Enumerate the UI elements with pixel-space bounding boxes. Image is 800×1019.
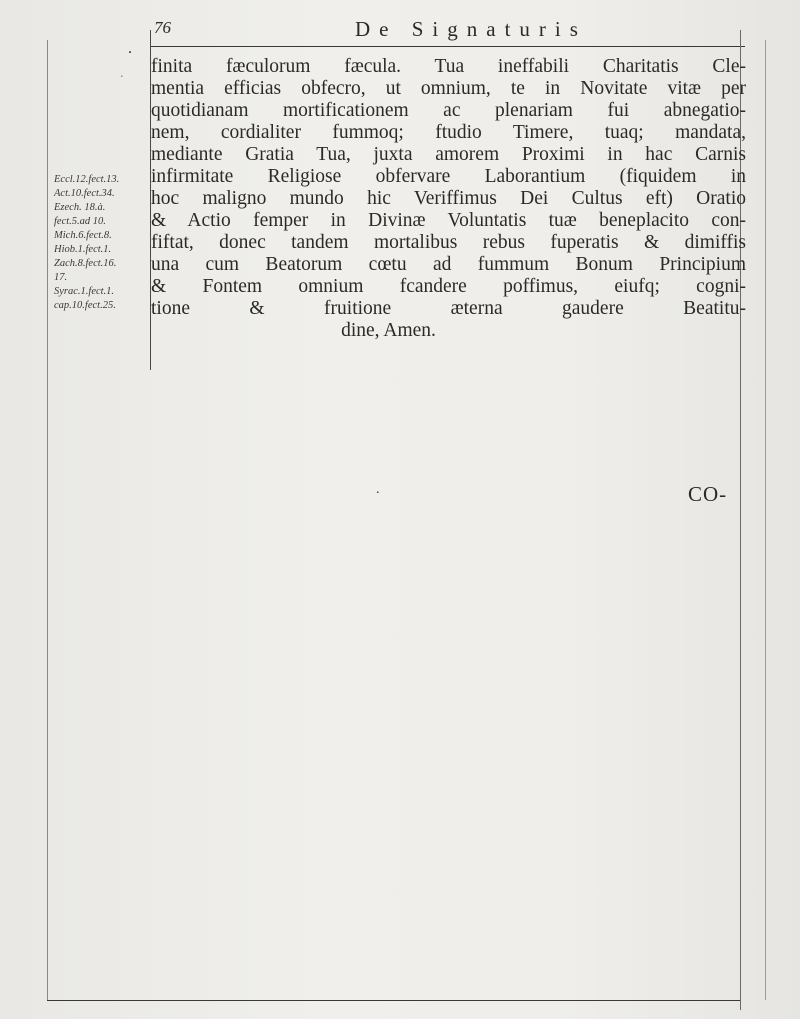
margin-note: cap.10.fect.25. (54, 300, 116, 311)
bottom-rule (47, 1000, 740, 1001)
text-line: dine, Amen. (341, 320, 436, 341)
text-line: fiftat, donec tandem mortalibus rebus fuperatis & dimiffis (151, 232, 746, 253)
margin-note: Act.10.fect.34. (54, 188, 115, 199)
outer-left-rule (47, 40, 48, 1000)
page-edge (765, 40, 766, 1000)
text-line: tione & fruitione æterna gaudere Beatitu- (151, 298, 746, 319)
text-line: una cum Beatorum cœtu ad fummum Bonum Principium (151, 254, 746, 275)
main-text (151, 56, 746, 342)
running-head: De Signaturis (355, 17, 587, 41)
text-line: mentia efficias obfecro, ut omnium, te in Novitate vitæ per (151, 78, 746, 99)
margin-note: Eccl.12.fect.13. (54, 174, 120, 185)
margin-note: fect.5.ad 10. (54, 216, 106, 227)
ornament-dot: . (376, 482, 380, 497)
text-line: finita fæculorum fæcula. Tua ineffabili Charitatis Cle- (151, 56, 746, 77)
page-number: 76 (154, 18, 171, 37)
text-line: quotidianam mortificationem ac plenariam fui abnegatio- (151, 100, 746, 121)
margin-note: Zach.8.fect.16. (54, 258, 117, 269)
margin-notes (54, 173, 150, 313)
margin-note: 17. (54, 272, 68, 283)
text-line: mediante Gratia Tua, juxta amorem Proximi in hac Carnis (151, 144, 746, 165)
catchword: CO- (688, 482, 728, 506)
margin-note: Syrac.1.fect.1. (54, 286, 115, 297)
header-rule (150, 46, 745, 47)
text-line: & Actio femper in Divinæ Voluntatis tuæ beneplacito con- (151, 210, 746, 231)
margin-note: Mich.6.fect.8. (54, 230, 112, 241)
text-line: nem, cordialiter fummoq; ftudio Timere, tuaq; mandata, (151, 122, 746, 143)
ornament-dot: . (120, 66, 124, 81)
margin-note: Ezech. 18.à. (54, 202, 106, 213)
margin-note: Hiob.1.fect.1. (54, 244, 112, 255)
ornament-dot: . (128, 40, 132, 57)
text-line: & Fontem omnium fcandere poffimus, eiufq; cogni- (151, 276, 746, 297)
text-line: infirmitate Religiose obfervare Laborantium (fiquidem in (151, 166, 746, 187)
text-line: hoc maligno mundo hic Veriffimus Dei Cultus eft) Oratio (151, 188, 746, 209)
